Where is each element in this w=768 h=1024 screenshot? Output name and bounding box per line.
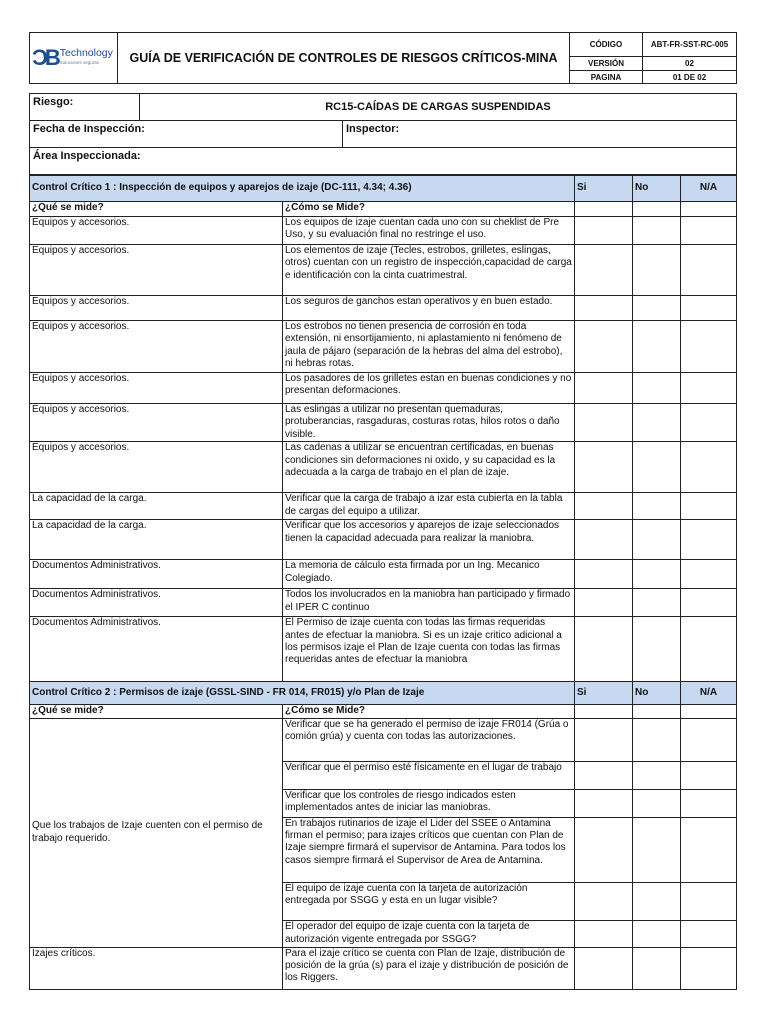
no-header: No xyxy=(633,682,681,705)
como-cell: Las eslingas a utilizar no presentan quemaduras, protuberancias, rasgaduras, costuras rotas, hilos rotos o daño visible. xyxy=(283,404,575,442)
no-cell[interactable] xyxy=(633,373,681,404)
como-cell: El Permiso de izaje cuenta con todas las firmas requeridas antes de efectuar la maniobra. Si es un izaje critico adicional a los permisos izaje el Plan de Izaje cuenta con todas las firmas requeridas antes de efectuar la maniobra xyxy=(283,617,575,682)
na-cell[interactable] xyxy=(681,245,737,296)
version-label: VERSIÓN xyxy=(570,57,643,71)
que-cell: Equipos y accesorios. xyxy=(30,296,283,321)
si-header: Si xyxy=(575,682,633,705)
que-cell: Izajes críticos. xyxy=(30,947,283,989)
na-cell[interactable] xyxy=(681,520,737,560)
como-cell: Para el izaje crítico se cuenta con Plan de Izaje, distribución de posición de la grúa (s) para el izaje y distribución de posición de los Riggers. xyxy=(283,947,575,989)
na-cell[interactable] xyxy=(681,202,737,217)
si-cell[interactable] xyxy=(575,761,633,789)
na-cell[interactable] xyxy=(681,373,737,404)
section-header xyxy=(30,176,737,202)
table-row xyxy=(30,373,737,404)
como-cell: Los equipos de izaje cuentan cada uno con su cheklist de Pre Uso, y su evaluación final no restringe el uso. xyxy=(283,217,575,245)
codigo-value: ABT-FR-SST-RC-005 xyxy=(643,33,737,57)
no-cell[interactable] xyxy=(633,202,681,217)
que-cell: La capacidad de la carga. xyxy=(30,520,283,560)
como-cell: Verificar que se ha generado el permiso de izaje FR014 (Grúa o comión grúa) y cuenta con todas las autorizaciones. xyxy=(283,718,575,761)
area-inspeccionada-field[interactable]: Área Inspeccionada: xyxy=(30,148,737,175)
como-cell: Los elementos de izaje (Tecles, estrobos, grilletes, eslingas, otros) cuentan con un registro de inspección,capacidad de carga e identificación con la cinta cuatrimestral. xyxy=(283,245,575,296)
si-cell[interactable] xyxy=(575,217,633,245)
riesgo-label: Riesgo: xyxy=(30,94,140,121)
como-cell: Todos los involucrados en la maniobra han participado y firmado el IPER C continuo xyxy=(283,589,575,617)
na-cell[interactable] xyxy=(681,404,737,442)
si-cell[interactable] xyxy=(575,296,633,321)
si-cell[interactable] xyxy=(575,202,633,217)
que-cell-group: Que los trabajos de Izaje cuenten con el permiso de trabajo requerido. xyxy=(30,718,283,947)
table-row xyxy=(30,947,737,989)
document-title: GUÍA DE VERIFICACIÓN DE CONTROLES DE RIESGOS CRÍTICOS-MINA xyxy=(118,33,570,84)
na-cell[interactable] xyxy=(681,761,737,789)
si-cell[interactable] xyxy=(575,520,633,560)
no-cell[interactable] xyxy=(633,920,681,947)
como-cell: Verificar que los controles de riesgo indicados esten implementados antes de iniciar las maniobras. xyxy=(283,789,575,817)
table-row xyxy=(30,321,737,373)
logo-name: Technology xyxy=(59,47,113,59)
no-cell[interactable] xyxy=(633,718,681,761)
no-cell[interactable] xyxy=(633,296,681,321)
logo-tagline: Soluciones seguras xyxy=(59,60,100,65)
table-row xyxy=(30,493,737,520)
si-cell[interactable] xyxy=(575,404,633,442)
que-cell: Equipos y accesorios. xyxy=(30,245,283,296)
que-se-mide-header: ¿Qué se mide? xyxy=(30,705,283,718)
no-cell[interactable] xyxy=(633,520,681,560)
no-cell[interactable] xyxy=(633,245,681,296)
version-value: 02 xyxy=(643,57,737,71)
si-cell[interactable] xyxy=(575,493,633,520)
que-cell: Equipos y accesorios. xyxy=(30,373,283,404)
como-se-mide-header: ¿Cómo se Mide? xyxy=(283,202,575,217)
como-cell: Los seguros de ganchos estan operativos y en buen estado. xyxy=(283,296,575,321)
codigo-label: CÓDIGO xyxy=(570,33,643,57)
no-cell[interactable] xyxy=(633,404,681,442)
table-row xyxy=(30,404,737,442)
que-cell: Equipos y accesorios. xyxy=(30,442,283,493)
si-cell[interactable] xyxy=(575,817,633,882)
si-cell[interactable] xyxy=(575,789,633,817)
no-cell[interactable] xyxy=(633,789,681,817)
no-cell[interactable] xyxy=(633,947,681,989)
na-cell[interactable] xyxy=(681,882,737,920)
no-cell[interactable] xyxy=(633,761,681,789)
si-cell[interactable] xyxy=(575,705,633,718)
na-cell[interactable] xyxy=(681,321,737,373)
como-cell: La memoria de cálculo esta firmada por un Ing. Mecanico Colegiado. xyxy=(283,560,575,589)
na-cell[interactable] xyxy=(681,705,737,718)
table-row xyxy=(30,245,737,296)
company-logo xyxy=(30,33,118,84)
si-cell[interactable] xyxy=(575,920,633,947)
na-cell[interactable] xyxy=(681,718,737,761)
na-cell[interactable] xyxy=(681,493,737,520)
si-cell[interactable] xyxy=(575,947,633,989)
como-cell: Verificar que el permiso esté físicamente en el lugar de trabajo xyxy=(283,761,575,789)
section-title: Control Crítico 1 : Inspección de equipos y aparejos de izaje (DC-111, 4.34; 4.36) xyxy=(30,176,575,202)
fecha-inspeccion-field[interactable]: Fecha de Inspección: xyxy=(30,121,343,148)
si-cell[interactable] xyxy=(575,442,633,493)
no-cell[interactable] xyxy=(633,442,681,493)
table-row xyxy=(30,589,737,617)
si-cell[interactable] xyxy=(575,245,633,296)
na-cell[interactable] xyxy=(681,817,737,882)
si-cell[interactable] xyxy=(575,617,633,682)
que-cell: La capacidad de la carga. xyxy=(30,493,283,520)
como-cell: Verificar que la carga de trabajo a izar esta cubierta en la tabla de cargas del equipo a utilizar. xyxy=(283,493,575,520)
na-cell[interactable] xyxy=(681,442,737,493)
document-header xyxy=(29,32,737,84)
no-cell[interactable] xyxy=(633,617,681,682)
si-cell[interactable] xyxy=(575,560,633,589)
na-cell[interactable] xyxy=(681,947,737,989)
inspection-info xyxy=(29,93,737,175)
no-cell[interactable] xyxy=(633,705,681,718)
como-cell: En trabajos rutinarios de izaje el Lider del SSEE o Antamina firman el permiso; para izajes críticos que cuentan con Plan de Izaje siempre firmará el supervisor de Antamina. Para todos los casos siempre firmará el Supervisor de Area de Antamina. xyxy=(283,817,575,882)
na-cell[interactable] xyxy=(681,217,737,245)
si-cell[interactable] xyxy=(575,321,633,373)
que-cell: Documentos Administrativos. xyxy=(30,589,283,617)
na-header: N/A xyxy=(681,176,737,202)
que-cell: Documentos Administrativos. xyxy=(30,560,283,589)
na-cell[interactable] xyxy=(681,560,737,589)
si-cell[interactable] xyxy=(575,589,633,617)
checklist-table xyxy=(29,175,737,990)
como-cell: Los pasadores de los grilletes estan en buenas condiciones y no presentan deformaciones. xyxy=(283,373,575,404)
na-cell[interactable] xyxy=(681,789,737,817)
table-row xyxy=(30,617,737,682)
si-cell[interactable] xyxy=(575,373,633,404)
como-cell: Verificar que los accesorios y aparejos de izaje seleccionados tienen la capacidad adecuada para realizar la maniobra. xyxy=(283,520,575,560)
como-cell: Los estrobos no tienen presencia de corrosión en toda extensión, ni ensortijamiento, ni aplastamiento ni fenómeno de jaula de pájaro (separación de la hebras del alma del estrobo), ni hebras rotas. xyxy=(283,321,575,373)
no-cell[interactable] xyxy=(633,321,681,373)
pagina-value: 01 DE 02 xyxy=(643,71,737,84)
si-header: Si xyxy=(575,176,633,202)
si-cell[interactable] xyxy=(575,718,633,761)
no-cell[interactable] xyxy=(633,882,681,920)
si-cell[interactable] xyxy=(575,882,633,920)
section-header xyxy=(30,682,737,705)
no-cell[interactable] xyxy=(633,493,681,520)
section-title: Control Crítico 2 : Permisos de izaje (GSSL-SIND - FR 014, FR015) y/o Plan de Izaje xyxy=(30,682,575,705)
table-row xyxy=(30,560,737,589)
na-cell[interactable] xyxy=(681,920,737,947)
na-cell[interactable] xyxy=(681,617,737,682)
no-cell[interactable] xyxy=(633,817,681,882)
na-header: N/A xyxy=(681,682,737,705)
como-cell: El operador del equipo de izaje cuenta con la tarjeta de autorización vigente entregada por SSGG? xyxy=(283,920,575,947)
table-row xyxy=(30,442,737,493)
no-cell[interactable] xyxy=(633,560,681,589)
como-cell: Las cadenas a utilizar se encuentran certificadas, en buenas condiciones sin deformaciones ni oxido, y su capacidad es la adecuada a la carga de trabajo en el plan de izaje. xyxy=(283,442,575,493)
no-header: No xyxy=(633,176,681,202)
como-cell: El equipo de izaje cuenta con la tarjeta de autorización entregada por SSGG y esta en un lugar visible? xyxy=(283,882,575,920)
table-row xyxy=(30,217,737,245)
inspector-field[interactable]: Inspector: xyxy=(343,121,737,148)
que-cell: Equipos y accesorios. xyxy=(30,217,283,245)
na-cell[interactable] xyxy=(681,296,737,321)
pagina-label: PAGINA xyxy=(570,71,643,84)
table-row xyxy=(30,296,737,321)
como-se-mide-header: ¿Cómo se Mide? xyxy=(283,705,575,718)
que-cell: Equipos y accesorios. xyxy=(30,404,283,442)
que-cell: Equipos y accesorios. xyxy=(30,321,283,373)
que-cell: Documentos Administrativos. xyxy=(30,617,283,682)
table-row xyxy=(30,520,737,560)
na-cell[interactable] xyxy=(681,589,737,617)
table-row xyxy=(30,718,737,761)
riesgo-value: RC15-CAÍDAS DE CARGAS SUSPENDIDAS xyxy=(140,94,737,121)
no-cell[interactable] xyxy=(633,217,681,245)
que-se-mide-header: ¿Qué se mide? xyxy=(30,202,283,217)
no-cell[interactable] xyxy=(633,589,681,617)
logo-mark: ƆB xyxy=(32,45,58,70)
